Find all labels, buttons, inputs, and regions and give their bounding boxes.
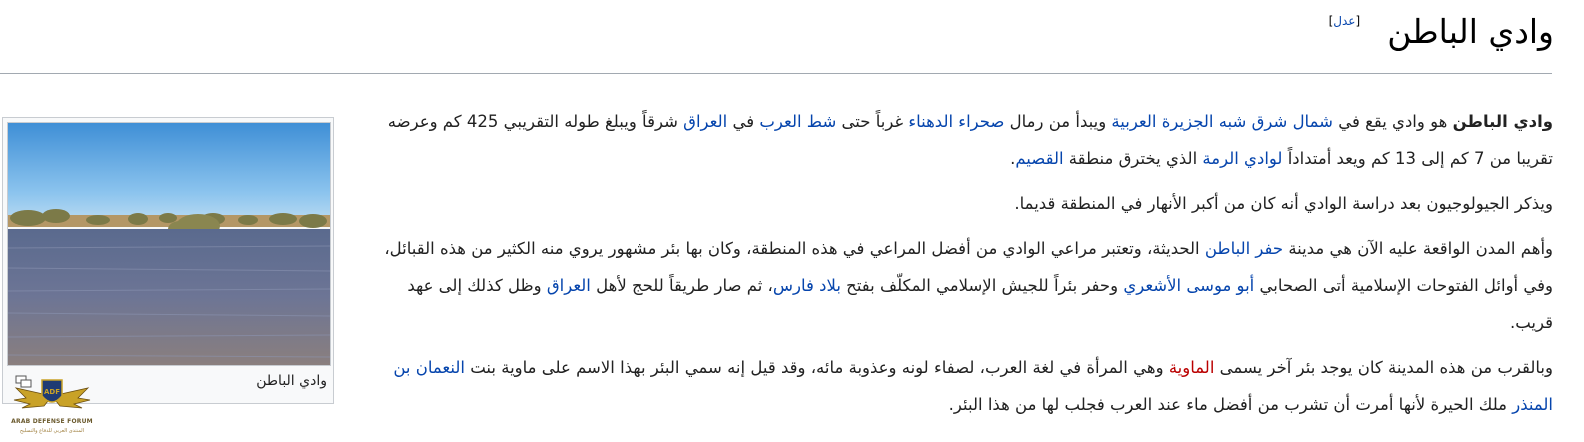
text-run: وبالقرب من هذه المدينة كان يوجد بئر آخر يسمى	[1214, 358, 1553, 377]
watermark-line2: المنتدى العربي للدفاع والتسليح	[19, 428, 85, 434]
text-run: غرباً حتى	[836, 112, 909, 131]
bold-term: وادي الباطن	[1452, 112, 1553, 131]
link-numan-ibn-mundhir[interactable]: النعمان بن المنذر	[393, 358, 1553, 414]
link-dahna-desert[interactable]: صحراء الدهناء	[908, 112, 1005, 131]
page-title: وادي الباطن	[1387, 12, 1554, 51]
text-run: وحفر بئراً للجيش الإسلامي المكلّف بفتح	[840, 276, 1124, 295]
text-run: الذي يخترق منطقة	[1063, 149, 1203, 168]
text-run: ملك الحيرة لأنها أمرت أن تشرب من أفضل ماء عند العرب فجلب لها من هذا البئر.	[948, 395, 1513, 414]
paragraph-3	[374, 230, 1553, 341]
text-run: في	[727, 112, 760, 131]
text-run: ، ثم صار طريقاً للحج لأهل	[590, 276, 773, 295]
edit-link[interactable]: عدل	[1333, 14, 1356, 28]
paragraph-1	[374, 103, 1553, 177]
link-shatt-al-arab[interactable]: شط العرب	[759, 112, 837, 131]
watermark-line1: ARAB DEFENSE FORUM	[11, 418, 93, 425]
article-body	[374, 103, 1553, 431]
edit-bracket-open: [	[1355, 14, 1361, 28]
text-run: ويبدأ من رمال	[1004, 112, 1112, 131]
link-al-mawiya[interactable]: الماوية	[1168, 358, 1215, 377]
text-run: هو وادي يقع في	[1332, 112, 1453, 131]
link-wadi-rimah[interactable]: لوادي الرمة	[1202, 149, 1283, 168]
text-run: الحديثة، وتعتبر مراعي الوادي من أفضل المراعي في هذه المنطقة، وكان بها بئر مشهور يروي منه الكثير من هذه القبائل، وفي أوائل الفتوحات الإسلامية أتى الصحابي	[384, 239, 1553, 295]
link-iraq[interactable]: العراق	[683, 112, 728, 131]
link-persia[interactable]: بلاد فارس	[772, 276, 841, 295]
winged-shield-icon	[8, 374, 96, 418]
wadi-photo[interactable]	[7, 122, 331, 366]
link-qassim[interactable]: القصيم	[1015, 149, 1064, 168]
text-run: ويذكر الجيولوجيون بعد دراسة الوادي أنه كان من أكبر الأنهار في المنطقة قديما.	[1014, 194, 1553, 213]
link-hafar-al-batin[interactable]: حفر الباطن	[1204, 239, 1284, 258]
thumbnail-box	[2, 117, 334, 404]
link-abu-musa[interactable]: أبو موسى الأشعري	[1123, 276, 1255, 295]
heading-divider	[0, 73, 1552, 74]
edit-bracket-close: ]	[1328, 14, 1334, 28]
link-iraq-2[interactable]: العراق	[546, 276, 591, 295]
link-northeast-arabia[interactable]: شمال شرق شبه الجزيرة العربية	[1111, 112, 1333, 131]
text-run: .	[1010, 149, 1016, 168]
edit-section	[1329, 14, 1361, 28]
text-run: وأهم المدن الواقعة عليه الآن هي مدينة	[1283, 239, 1553, 258]
section-heading	[0, 12, 1554, 51]
arab-defense-forum-logo	[8, 374, 96, 440]
paragraph-2	[374, 185, 1553, 222]
paragraph-4	[374, 349, 1553, 423]
svg-text:ADF: ADF	[43, 388, 61, 396]
text-run: وظل كذلك إلى عهد قريب.	[407, 276, 1553, 332]
text-run: وهي المرأة في لغة العرب، لصفاء لونه وعذوبة مائه، وقد قيل إنه سمي البئر بهذا الاسم على ماوية بنت	[464, 358, 1169, 377]
text-run: شرقاً ويبلغ طوله التقريبي 425 كم وعرضه تقريبا من 7 كم إلى 13 كم ويعد أمتداداً	[387, 112, 1553, 168]
thumbnail-caption: وادي الباطن	[256, 373, 327, 389]
